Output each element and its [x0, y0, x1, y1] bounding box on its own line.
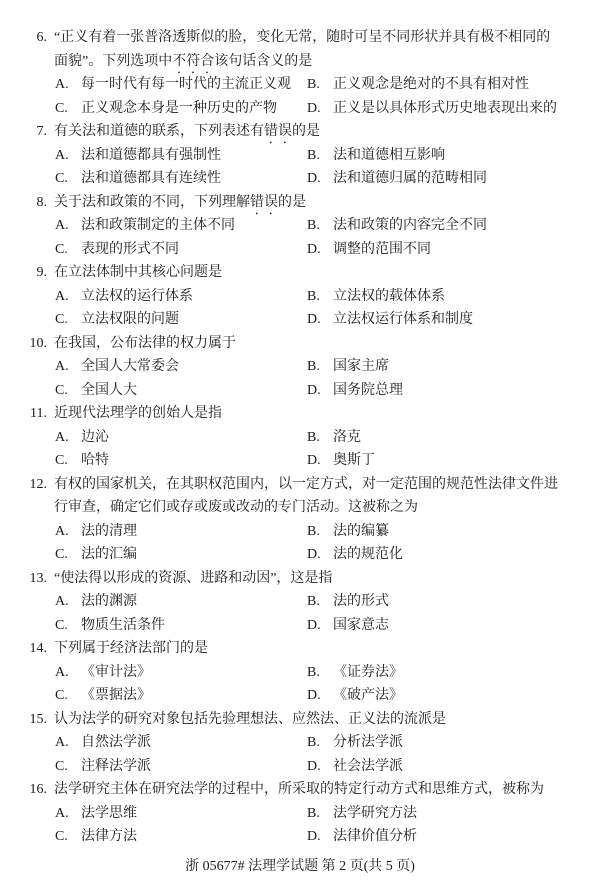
- option-label: A.: [55, 805, 69, 821]
- option-b: [307, 73, 529, 97]
- option-b: [307, 590, 389, 614]
- option-text: 法的清理: [81, 523, 137, 539]
- option-a: [55, 430, 109, 445]
- option-text: 物质生活条件: [81, 617, 165, 633]
- page-footer: 浙 05677# 法理学试题 第 2 页(共 5 页): [185, 858, 415, 874]
- option-text: 奥斯丁: [333, 453, 375, 468]
- stem-text: 行审查，确定它们或存或废或改动的专门活动。这被称之为: [54, 500, 418, 515]
- option-row: [0, 97, 600, 121]
- question-number: 6.: [36, 30, 47, 45]
- option-text: 自然法学派: [81, 735, 151, 750]
- option-d: [307, 614, 389, 638]
- option-label: B.: [307, 664, 320, 680]
- option-text: 哈特: [81, 453, 109, 468]
- option-row: [0, 825, 600, 849]
- question-number: 8.: [36, 194, 47, 210]
- option-label: A.: [55, 523, 69, 539]
- option-row: [0, 73, 600, 97]
- option-label: B.: [307, 805, 320, 821]
- option-d: [307, 308, 473, 332]
- option-c: [55, 171, 221, 186]
- option-label: B.: [307, 77, 320, 92]
- question: [0, 191, 600, 262]
- option-row: [0, 214, 600, 238]
- option-text: 洛克: [333, 429, 361, 445]
- option-label: C.: [55, 688, 68, 703]
- stem-text: 在立法体制中其核心问题是: [54, 265, 222, 280]
- option-c: [55, 829, 137, 844]
- option-d: [307, 449, 375, 473]
- question: [0, 26, 600, 120]
- option-a: [55, 289, 193, 304]
- option-label: D.: [307, 453, 321, 468]
- option-text: 分析法学派: [333, 735, 403, 750]
- question: [0, 567, 600, 638]
- option-a: [55, 148, 221, 163]
- option-text: 正义是以具体形式历史地表现出来的: [333, 100, 557, 116]
- question-stem: [0, 473, 600, 497]
- question-number: 13.: [29, 570, 47, 586]
- question: [0, 261, 600, 332]
- question-stem: [0, 402, 600, 426]
- option-label: D.: [307, 829, 321, 844]
- option-label: C.: [55, 171, 68, 186]
- stem-text: 该句话含义的是: [214, 53, 313, 69]
- option-label: A.: [55, 218, 69, 233]
- question-stem: [0, 332, 600, 356]
- option-a: [55, 665, 151, 680]
- option-c: [55, 312, 179, 327]
- option-b: [307, 355, 389, 379]
- option-label: C.: [55, 758, 68, 774]
- option-row: [0, 684, 600, 708]
- option-label: D.: [307, 312, 321, 327]
- stem-text: 的是: [278, 194, 306, 210]
- option-c: [55, 688, 151, 703]
- question-number: 14.: [29, 641, 47, 656]
- option-d: [307, 167, 487, 191]
- option-text: 《票据法》: [81, 688, 151, 703]
- option-row: [0, 614, 600, 638]
- option-text: 每一时代有每一时代的主流正义观: [81, 77, 291, 92]
- option-row: [0, 144, 600, 168]
- stem-text: 关于法和政策的不同，下列理解: [54, 194, 250, 210]
- option-text: 法的渊源: [81, 594, 137, 609]
- option-c: [55, 383, 137, 398]
- option-row: [0, 167, 600, 191]
- question-number: 16.: [29, 782, 47, 797]
- option-row: [0, 731, 600, 755]
- option-text: 立法权限的问题: [81, 312, 179, 327]
- option-label: B.: [307, 147, 320, 163]
- question: [0, 402, 600, 473]
- option-text: 法律价值分析: [333, 829, 417, 844]
- stem-text: “使法得以形成的资源、进路和动因”，这是指: [54, 570, 333, 586]
- option-label: D.: [307, 241, 321, 257]
- option-label: A.: [55, 735, 69, 750]
- option-d: [307, 379, 403, 403]
- option-a: [55, 594, 137, 609]
- question: [0, 473, 600, 567]
- option-text: 法和道德都具有强制性: [81, 147, 221, 163]
- question: [0, 332, 600, 403]
- option-text: 法学研究方法: [333, 805, 417, 821]
- option-b: [307, 144, 445, 168]
- option-text: 法学思维: [81, 805, 137, 821]
- option-text: 国务院总理: [333, 382, 403, 398]
- question-stem: [0, 191, 600, 215]
- option-text: 正义观念是绝对的不具有相对性: [333, 77, 529, 92]
- question-number: 9.: [36, 265, 47, 280]
- question: [0, 120, 600, 191]
- option-text: 法和道德归属的范畴相同: [333, 171, 487, 186]
- option-label: D.: [307, 617, 321, 633]
- emphasized-text: 错误: [250, 194, 278, 210]
- stem-text: 面貌”。下列选项中: [54, 53, 173, 69]
- option-text: 边沁: [81, 429, 109, 445]
- option-text: 法和政策的内容完全不同: [333, 218, 487, 233]
- option-label: C.: [55, 100, 68, 116]
- question-stem: [0, 261, 600, 285]
- option-text: 《审计法》: [81, 664, 151, 680]
- option-row: [0, 590, 600, 614]
- option-a: [55, 735, 151, 750]
- question-stem: [0, 778, 600, 802]
- question-number: 15.: [29, 711, 47, 727]
- question-stem-continuation: [0, 496, 600, 520]
- option-a: [55, 77, 291, 92]
- option-label: D.: [307, 547, 321, 562]
- option-text: 调整的范围不同: [333, 241, 431, 257]
- question: [0, 708, 600, 779]
- option-text: 《证券法》: [333, 664, 403, 680]
- stem-text: 近现代法理学的创始人是指: [54, 406, 222, 421]
- option-d: [307, 825, 417, 849]
- option-c: [55, 547, 137, 562]
- option-label: A.: [55, 594, 69, 609]
- option-text: 全国人大常委会: [81, 359, 179, 374]
- option-d: [307, 684, 403, 708]
- option-label: C.: [55, 453, 68, 468]
- option-text: 法的形式: [333, 594, 389, 609]
- option-label: A.: [55, 664, 69, 680]
- stem-text: 有关法和道德的联系，下列表述有: [54, 124, 264, 139]
- option-row: [0, 543, 600, 567]
- question: [0, 637, 600, 708]
- option-text: 正义观念本身是一种历史的产物: [81, 100, 277, 116]
- option-d: [307, 755, 403, 779]
- question-number: 12.: [29, 476, 47, 492]
- question-stem: [0, 567, 600, 591]
- question-stem: [0, 26, 600, 50]
- option-label: B.: [307, 429, 320, 445]
- question-number: 7.: [36, 124, 47, 139]
- option-label: C.: [55, 617, 68, 633]
- question-stem: [0, 637, 600, 661]
- stem-text: 下列属于经济法部门的是: [54, 641, 208, 656]
- option-label: D.: [307, 100, 321, 116]
- question-stem: [0, 120, 600, 144]
- option-text: 法的规范化: [333, 547, 403, 562]
- option-row: [0, 661, 600, 685]
- option-b: [307, 214, 487, 238]
- option-label: A.: [55, 147, 69, 163]
- option-text: 法和道德相互影响: [333, 147, 445, 163]
- option-row: [0, 379, 600, 403]
- option-label: C.: [55, 382, 68, 398]
- option-d: [307, 97, 557, 121]
- option-text: 社会法学派: [333, 758, 403, 774]
- option-text: 国家意志: [333, 617, 389, 633]
- option-row: [0, 449, 600, 473]
- option-label: B.: [307, 288, 320, 304]
- option-d: [307, 238, 431, 262]
- option-b: [307, 802, 417, 826]
- option-row: [0, 355, 600, 379]
- option-label: C.: [55, 547, 68, 562]
- question-stem: [0, 708, 600, 732]
- option-label: D.: [307, 688, 321, 703]
- question-number: 10.: [29, 335, 47, 351]
- stem-text: 法学研究主体在研究法学的过程中，所采取的特定行动方式和思维方式，被称为: [54, 782, 544, 797]
- option-a: [55, 524, 137, 539]
- option-text: 国家主席: [333, 359, 389, 374]
- option-row: [0, 520, 600, 544]
- option-label: B.: [307, 523, 320, 539]
- option-row: [0, 755, 600, 779]
- option-label: D.: [307, 758, 321, 774]
- stem-text: 有权的国家机关，在其职权范围内，以一定方式，对一定范围的规范性法律文件进: [54, 476, 558, 492]
- option-text: 全国人大: [81, 382, 137, 398]
- option-text: 法和政策制定的主体不同: [81, 218, 235, 233]
- stem-text: “正义有着一张普洛透斯似的脸，变化无常，随时可呈不同形状并具有极不相同的: [54, 30, 551, 45]
- option-text: 法律方法: [81, 829, 137, 844]
- option-label: C.: [55, 829, 68, 844]
- option-row: [0, 285, 600, 309]
- option-row: [0, 308, 600, 332]
- option-label: B.: [307, 359, 320, 374]
- option-row: [0, 238, 600, 262]
- option-label: A.: [55, 429, 69, 445]
- option-c: [55, 101, 277, 116]
- option-label: B.: [307, 594, 320, 609]
- emphasized-text: 错误: [264, 124, 292, 139]
- question-number: 11.: [30, 406, 47, 421]
- option-label: C.: [55, 312, 68, 327]
- option-b: [307, 426, 361, 450]
- option-text: 立法权的运行体系: [81, 288, 193, 304]
- option-c: [55, 453, 109, 468]
- option-label: D.: [307, 382, 321, 398]
- stem-text: 在我国，公布法律的权力属于: [54, 335, 236, 351]
- option-text: 法的编纂: [333, 523, 389, 539]
- option-a: [55, 806, 137, 821]
- option-row: [0, 426, 600, 450]
- option-b: [307, 731, 403, 755]
- stem-text: 认为法学的研究对象包括先验理想法、应然法、正义法的流派是: [54, 711, 446, 727]
- option-label: B.: [307, 735, 320, 750]
- stem-text: 的是: [292, 124, 320, 139]
- option-row: [0, 802, 600, 826]
- option-c: [55, 242, 179, 257]
- option-label: A.: [55, 359, 69, 374]
- option-text: 表现的形式不同: [81, 241, 179, 257]
- option-label: A.: [55, 77, 69, 92]
- emphasized-text: 不符合: [172, 53, 215, 69]
- option-text: 法和道德都具有连续性: [81, 171, 221, 186]
- option-c: [55, 759, 151, 774]
- question-list: [0, 26, 600, 849]
- option-text: 注释法学派: [81, 758, 151, 774]
- option-a: [55, 359, 179, 374]
- option-b: [307, 661, 403, 685]
- option-text: 《破产法》: [333, 688, 403, 703]
- option-c: [55, 618, 165, 633]
- question: [0, 778, 600, 849]
- option-a: [55, 218, 235, 233]
- option-b: [307, 285, 445, 309]
- option-text: 法的汇编: [81, 547, 137, 562]
- option-label: C.: [55, 241, 68, 257]
- option-d: [307, 543, 403, 567]
- option-label: D.: [307, 171, 321, 186]
- option-b: [307, 520, 389, 544]
- option-label: A.: [55, 288, 69, 304]
- option-text: 立法权的载体体系: [333, 288, 445, 304]
- option-label: B.: [307, 218, 320, 233]
- question-stem-continuation: [0, 50, 600, 74]
- option-text: 立法权运行体系和制度: [333, 312, 473, 327]
